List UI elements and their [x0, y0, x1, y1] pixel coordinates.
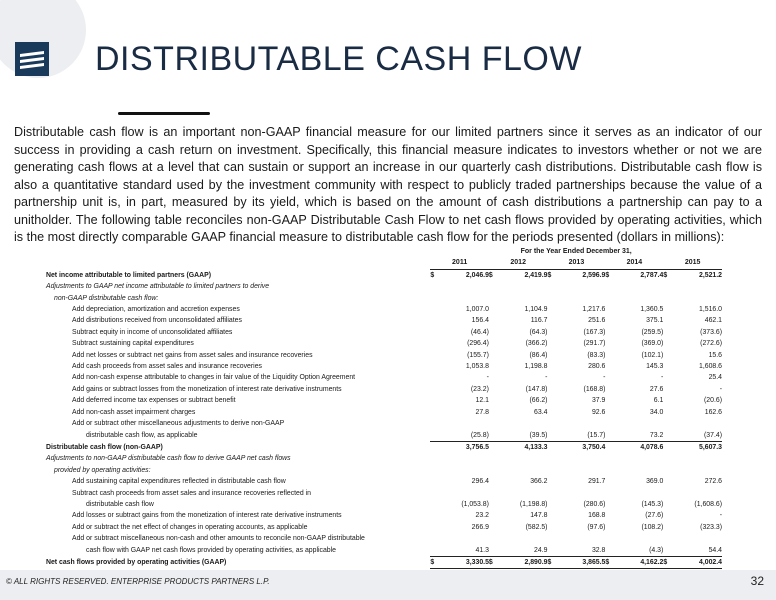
value-cell	[495, 418, 547, 429]
value-cell	[612, 418, 663, 429]
value-cell: 369.0	[646, 478, 664, 486]
value-cell: 32.8	[554, 545, 605, 557]
table-row	[46, 407, 722, 418]
value-cell: -	[661, 374, 664, 382]
value-cell: (4.3)	[612, 545, 663, 557]
intro-paragraph: Distributable cash flow is an important non-GAAP financial measure for our limited partners since it serves as an indicator of our success in providing a cash return on investment. Specifically, this financial measure indicates to investors whether or not we are generating cash flows at a level that can sustain or support an increase in our quarterly cash distributions. Distributable cash flow is also a quantitative standard used by the investment community with respect to publicly traded partnerships because the value of a partnership unit is, in part, measured by its yield, which is based on the amount of cash distributions a partnership can pay to a unitholder. The following table reconciles non-GAAP Distributable Cash Flow to net cash flows provided by operating activities, which is the most directly comparable GAAP financial measure to distributable cash flow for the periods presented (dollars in millions):	[14, 125, 762, 244]
value-cell	[437, 281, 489, 292]
value-cell: 4,078.6	[640, 443, 664, 451]
value-cell: 92.6	[591, 408, 606, 416]
value-cell: 4,002.4	[670, 556, 722, 569]
value-cell: (280.6)	[583, 500, 606, 508]
title-underline	[118, 112, 210, 115]
table-row	[46, 384, 722, 395]
value-cell: (20.6)	[703, 397, 722, 405]
value-cell	[554, 418, 605, 429]
row-label: Add distributions received from unconsolidated affiliates	[72, 317, 242, 325]
table-row	[46, 476, 722, 487]
value-cell	[437, 293, 489, 304]
value-cell: 37.9	[591, 397, 606, 405]
value-cell: -	[545, 374, 548, 382]
value-cell: 266.9	[471, 523, 489, 531]
value-cell: 1,217.6	[582, 306, 606, 314]
value-cell: 2,521.2	[699, 271, 722, 279]
row-label: Add deferred income tax expenses or subtract benefit	[72, 397, 236, 405]
year-header: 2015	[663, 257, 722, 269]
value-cell	[670, 533, 722, 544]
table-row	[46, 488, 722, 499]
table-row	[46, 545, 722, 557]
value-cell: 27.6	[649, 385, 664, 393]
value-cell: 147.8	[530, 512, 548, 520]
row-label: Distributable cash flow (non-GAAP)	[46, 443, 163, 451]
year-header: 2012	[489, 257, 548, 269]
value-cell: (369.0)	[641, 340, 664, 348]
value-cell: 5,607.3	[699, 443, 722, 451]
value-cell: (145.3)	[641, 500, 664, 508]
value-cell: 375.1	[646, 317, 664, 325]
copyright-text: © ALL RIGHTS RESERVED. ENTERPRISE PRODUCTS PARTNERS L.P.	[6, 577, 270, 586]
value-cell: 3,865.5	[554, 556, 605, 569]
year-header: 2011	[430, 257, 489, 269]
value-cell: 296.4	[471, 478, 489, 486]
value-cell	[612, 281, 663, 292]
row-label: distributable cash flow, as applicable	[86, 431, 198, 439]
value-cell	[554, 533, 605, 544]
table-row	[46, 465, 722, 476]
value-cell: (37.4)	[670, 430, 722, 442]
table-row	[46, 533, 722, 544]
value-cell: (27.6)	[645, 512, 664, 520]
value-cell: (1,053.8)	[461, 500, 489, 508]
value-cell: (86.4)	[529, 351, 548, 359]
value-cell: 2,596.9	[582, 271, 606, 279]
value-cell	[612, 488, 663, 499]
row-label: Add sustaining capital expenditures reflected in distributable cash flow	[72, 478, 286, 486]
currency-symbol: $	[489, 556, 496, 569]
table-row	[46, 293, 722, 304]
value-cell: (147.8)	[525, 385, 548, 393]
value-cell: 145.3	[646, 363, 664, 371]
row-label: Add or subtract other miscellaneous adjustments to derive non-GAAP	[72, 420, 285, 428]
value-cell: 116.7	[530, 317, 548, 325]
currency-symbol: $	[488, 271, 493, 279]
value-cell: 15.6	[708, 351, 722, 359]
value-cell: (323.3)	[700, 523, 722, 531]
value-cell	[495, 281, 547, 292]
value-cell	[554, 453, 605, 464]
value-cell: (167.3)	[583, 328, 606, 336]
row-label: Add losses or subtract gains from the monetization of interest rate derivative instruments	[72, 512, 342, 520]
value-cell: (23.2)	[470, 385, 489, 393]
year-header: 2013	[547, 257, 605, 269]
value-cell: 27.8	[475, 408, 489, 416]
row-label: Adjustments to GAAP net income attributable to limited partners to derive	[46, 283, 270, 291]
value-cell: -	[486, 374, 489, 382]
page-number: 32	[750, 574, 764, 588]
value-cell: 4,133.3	[524, 443, 548, 451]
value-cell	[495, 488, 547, 499]
table-row	[46, 372, 722, 383]
value-cell: 2,787.4	[640, 271, 664, 279]
table-row	[46, 499, 722, 510]
table-row	[46, 522, 722, 533]
value-cell: 54.4	[670, 545, 722, 557]
value-cell: 291.7	[588, 478, 606, 486]
value-cell: 1,104.9	[524, 306, 548, 314]
table-row	[46, 338, 722, 349]
value-cell	[554, 488, 605, 499]
value-cell: (64.3)	[529, 328, 548, 336]
year-header: 2014	[605, 257, 663, 269]
value-cell	[612, 533, 663, 544]
value-cell	[437, 488, 489, 499]
value-cell: 73.2	[612, 430, 663, 442]
value-cell: (97.6)	[587, 523, 606, 531]
currency-symbol: $	[430, 271, 435, 279]
table-row	[46, 304, 722, 315]
value-cell: 1,198.8	[524, 363, 548, 371]
value-cell	[670, 293, 722, 304]
value-cell: 156.4	[471, 317, 489, 325]
value-cell	[612, 453, 663, 464]
currency-symbol: $	[430, 556, 437, 569]
value-cell	[612, 293, 663, 304]
table-row	[46, 281, 722, 292]
row-label: Add or subtract the net effect of changes in operating accounts, as applicable	[72, 523, 308, 531]
value-cell: 366.2	[530, 478, 548, 486]
value-cell: 280.6	[588, 363, 606, 371]
value-cell: (272.6)	[700, 340, 722, 348]
value-cell: 1,516.0	[699, 306, 722, 314]
currency-symbol: $	[547, 556, 554, 569]
row-label: cash flow with GAAP net cash flows provided by operating activities, as applicable	[86, 546, 336, 554]
value-cell: (291.7)	[583, 340, 606, 348]
value-cell: (83.3)	[587, 351, 606, 359]
value-cell	[554, 293, 605, 304]
value-cell: (1,608.6)	[694, 500, 722, 508]
value-cell	[554, 465, 605, 476]
row-label: Add non-cash asset impairment charges	[72, 408, 196, 416]
page-title: DISTRIBUTABLE CASH FLOW	[95, 40, 582, 78]
value-cell: -	[719, 385, 722, 393]
value-cell: (66.2)	[529, 397, 548, 405]
value-cell	[495, 293, 547, 304]
value-cell: 4,162.2	[612, 556, 663, 569]
row-label: provided by operating activities:	[54, 466, 151, 474]
row-label: Subtract cash proceeds from asset sales and insurance recoveries reflected in	[72, 489, 311, 497]
row-label: distributable cash flow	[86, 500, 154, 508]
table-row	[46, 269, 722, 281]
company-logo	[15, 42, 49, 76]
value-cell	[437, 418, 489, 429]
value-cell: (259.5)	[641, 328, 664, 336]
value-cell	[495, 533, 547, 544]
value-cell: (168.8)	[583, 385, 606, 393]
value-cell: 251.6	[588, 317, 606, 325]
row-label: Add non-cash expense attributable to changes in fair value of the Liquidity Option Agreement	[72, 374, 356, 382]
table-row	[46, 361, 722, 372]
value-cell: 2,046.9	[465, 271, 489, 279]
value-cell: 41.3	[437, 545, 489, 557]
value-cell: (373.6)	[700, 328, 722, 336]
period-header: For the Year Ended December 31,	[520, 248, 632, 255]
row-label: Adjustments to non-GAAP distributable cash flow to derive GAAP net cash flows	[46, 455, 291, 463]
value-cell: 34.0	[649, 408, 664, 416]
value-cell: 1,360.5	[640, 306, 664, 314]
table-row	[46, 441, 722, 453]
value-cell	[437, 453, 489, 464]
value-cell: -	[603, 374, 606, 382]
value-cell: 63.4	[534, 408, 548, 416]
value-cell: (25.8)	[437, 430, 489, 442]
row-label: Net cash flows provided by operating activities (GAAP)	[46, 559, 227, 567]
reconciliation-table	[46, 246, 722, 571]
row-label: Subtract sustaining capital expenditures	[72, 340, 194, 348]
currency-symbol: $	[605, 556, 612, 569]
value-cell: 2,890.9	[495, 556, 547, 569]
value-cell: 3,750.4	[582, 443, 606, 451]
value-cell: 3,330.5	[437, 556, 489, 569]
table-row	[46, 327, 722, 338]
value-cell: 6.1	[653, 397, 664, 405]
value-cell	[495, 453, 547, 464]
value-cell: 162.6	[704, 408, 722, 416]
row-label: non-GAAP distributable cash flow:	[54, 294, 159, 302]
row-label: Add gains or subtract losses from the monetization of interest rate derivative instruments	[72, 385, 342, 393]
value-cell: (366.2)	[525, 340, 548, 348]
value-cell: 24.9	[495, 545, 547, 557]
currency-symbol: $	[663, 556, 670, 569]
currency-symbol: $	[547, 271, 552, 279]
value-cell: (102.1)	[641, 351, 664, 359]
row-label: Add net losses or subtract net gains from asset sales and insurance recoveries	[72, 351, 313, 359]
value-cell	[495, 465, 547, 476]
value-cell	[670, 488, 722, 499]
row-label: Add depreciation, amortization and accretion expenses	[72, 306, 240, 314]
value-cell: (1,198.8)	[519, 500, 548, 508]
value-cell: (15.7)	[554, 430, 605, 442]
table-row	[46, 453, 722, 464]
table-row	[46, 315, 722, 326]
value-cell: (39.5)	[495, 430, 547, 442]
value-cell: (46.4)	[470, 328, 489, 336]
value-cell	[670, 465, 722, 476]
value-cell	[437, 533, 489, 544]
row-label: Add or subtract miscellaneous non-cash and other amounts to reconcile non-GAAP distributable	[72, 535, 365, 543]
currency-symbol: $	[663, 271, 668, 279]
currency-symbol: $	[605, 271, 610, 279]
row-label: Subtract equity in income of unconsolidated affiliates	[72, 328, 233, 336]
value-cell: 2,419.9	[524, 271, 548, 279]
table-row	[46, 430, 722, 442]
value-cell: 1,608.6	[699, 363, 722, 371]
value-cell: 23.2	[475, 512, 489, 520]
value-cell	[670, 281, 722, 292]
table-row	[46, 556, 722, 569]
value-cell: (582.5)	[525, 523, 548, 531]
value-cell: 462.1	[704, 317, 722, 325]
value-cell: -	[719, 512, 722, 520]
value-cell: 25.4	[708, 374, 722, 382]
value-cell	[554, 281, 605, 292]
value-cell	[612, 465, 663, 476]
value-cell: 1,007.0	[465, 306, 489, 314]
value-cell: 1,053.8	[465, 363, 489, 371]
table-row	[46, 350, 722, 361]
row-label: Net income attributable to limited partners (GAAP)	[46, 271, 212, 279]
value-cell: 3,756.5	[465, 443, 489, 451]
table-row	[46, 418, 722, 429]
value-cell: (296.4)	[467, 340, 489, 348]
value-cell: 12.1	[475, 397, 489, 405]
value-cell: (155.7)	[467, 351, 489, 359]
value-cell: 272.6	[704, 478, 722, 486]
value-cell	[670, 418, 722, 429]
value-cell: 168.8	[588, 512, 606, 520]
table-row	[46, 510, 722, 521]
value-cell	[437, 465, 489, 476]
value-cell	[670, 453, 722, 464]
row-label: Add cash proceeds from asset sales and insurance recoveries	[72, 363, 262, 371]
value-cell: (108.2)	[641, 523, 664, 531]
table-row	[46, 395, 722, 406]
